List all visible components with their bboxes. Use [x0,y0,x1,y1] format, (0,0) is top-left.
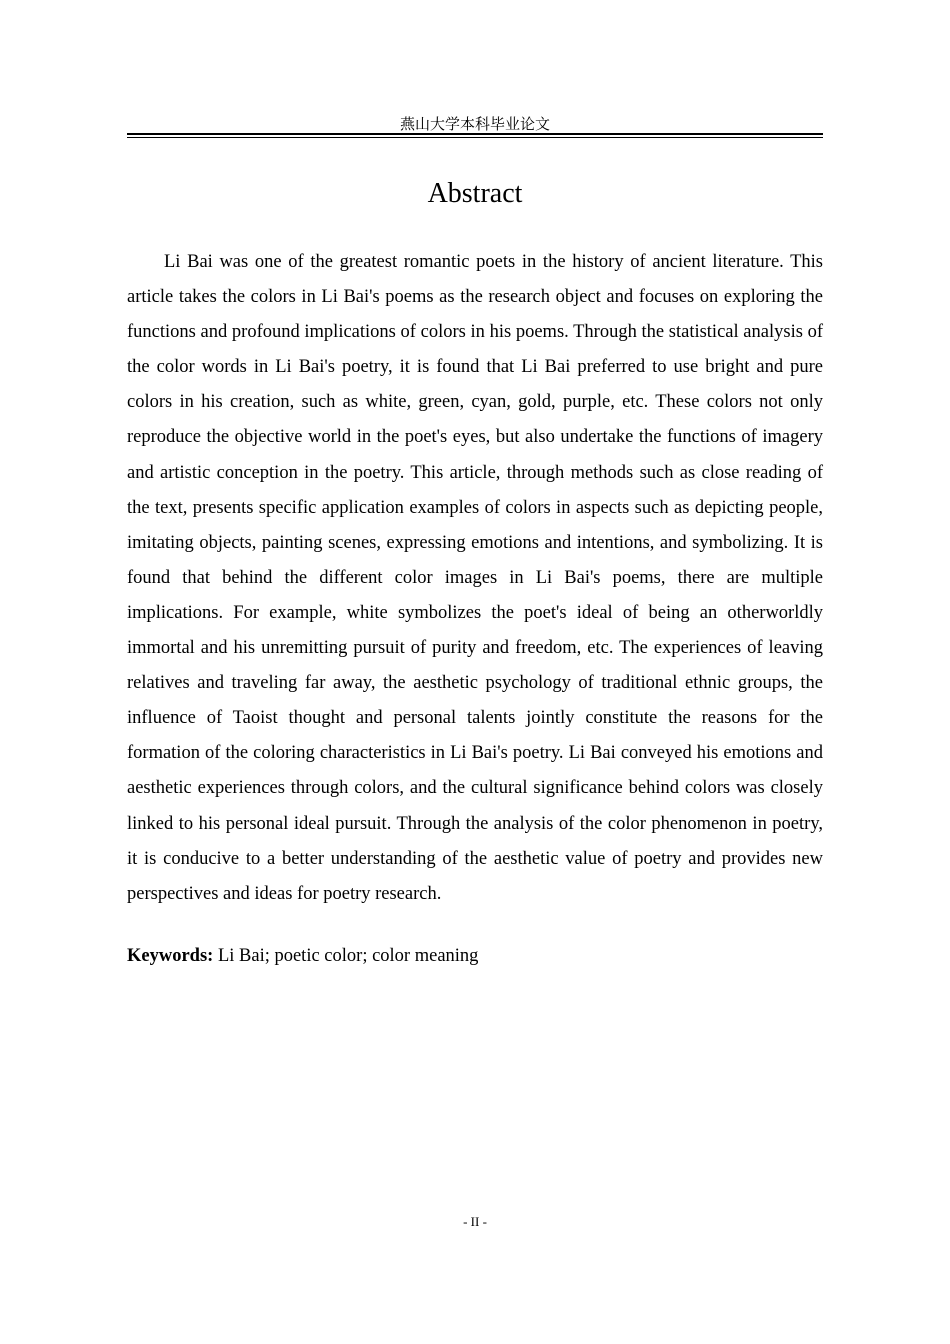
page-title: Abstract [427,178,523,209]
header-rule [127,133,823,138]
running-header: 燕山大学本科毕业论文 [399,115,550,133]
keywords-value: Li Bai; poetic color; color meaning [217,946,479,966]
page-number: - II - [463,1214,487,1229]
keywords-label: Keywords: [127,946,214,966]
abstract-body: Li Bai was one of the greatest romantic poets in the history of ancient literature. This article takes the colors in Li Bai's poems as the research object and focuses on exploring the functions and profound implications of colors in his poems. Through the statistical analysis of the color words in Li Bai's poetry, it is found that Li Bai preferred to use bright and pure colors in his creation, such as white, green, cyan, gold, purple, etc. These colors not only reproduce the objective world in the poet's eyes, but also undertake the functions of imagery and artistic conception in the poetry. This article, through methods such as close reading of the text, presents specific application examples of colors in aspects such as depicting people, imitating objects, painting scenes, expressing emotions and intentions, and symbolizing. It is found that behind the different color images in Li Bai's poems, there are multiple implications. For example, white symbolizes the poet's ideal of being an otherworldly immortal and his unremitting pursuit of purity and freedom, etc. The experiences of leaving relatives and traveling far away, the aesthetic psychology of traditional ethnic groups, the influence of Taoist thought and personal talents jointly constitute the reasons for the formation of the coloring characteristics in Li Bai's poetry. Li Bai conveyed his emotions and aesthetic experiences through colors, and the cultural significance behind colors was closely linked to his personal ideal pursuit. Through the analysis of the color phenomenon in poetry, it is conducive to a better understanding of the aesthetic value of poetry and provides new perspectives and ideas for poetry research. [127,252,823,904]
keywords-line [127,941,823,971]
